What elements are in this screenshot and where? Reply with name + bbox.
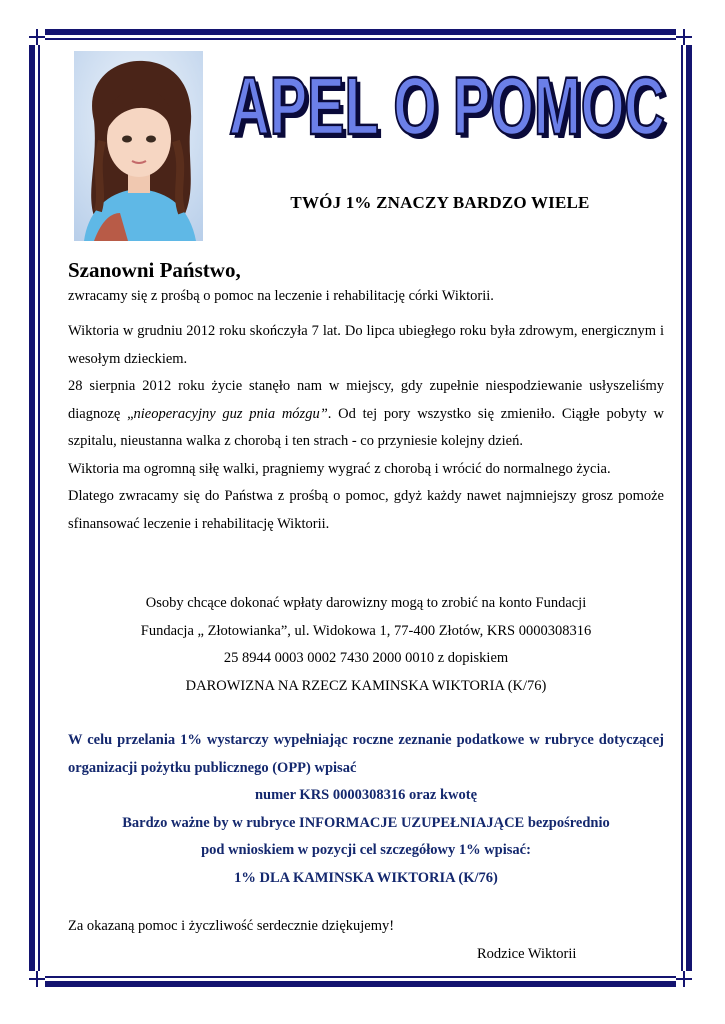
one-percent-purpose: 1% DLA KAMINSKA WIKTORIA (K/76) — [234, 869, 498, 886]
tax-one-percent-info — [68, 727, 664, 892]
foundation-address: Fundacja „ Złotowianka”, ul. Widokowa 1, 77-400 Złotów, KRS 0000308316 — [140, 622, 592, 639]
donation-line: Osoby chcące dokonać wpłaty darowizny mogą to zrobić na konto Fundacji — [145, 595, 587, 611]
diagnosis-quote: nieoperacyjny guz pnia mózgu” — [133, 405, 328, 422]
donation-info — [68, 590, 664, 700]
greeting-line: zwracamy się z prośbą o pomoc na leczenie i rehabilitację córki Wiktorii. — [68, 288, 494, 304]
letter-body — [68, 318, 664, 538]
svg-text:APEL O POMOC: APEL O POMOC — [233, 65, 669, 148]
paragraph-fight: Wiktoria ma ogromną siłę walki, pragniemy wygrać z chorobą i wrócić do normalnego życia. — [68, 460, 611, 477]
frame-corner-ornament — [29, 29, 45, 45]
appeal-title-text: APEL O POMOC — [229, 61, 665, 148]
bank-account: 25 8944 0003 0002 7430 2000 0010 z dopiskiem — [223, 650, 509, 666]
paragraph-age: Wiktoria w grudniu 2012 roku skończyła 7 lat. Do lipca ubiegłego roku była zdrowym, energicznym i wesołym dzieckiem. — [68, 323, 664, 367]
paragraph-request: Dlatego zwracamy się do Państwa z prośbą o pomoc, gdyż każdy nawet najmniejszy grosz pomoże sfinansować leczenie i rehabilitację Wiktorii. — [68, 488, 664, 532]
important-line: Bardzo ważne by w rubryce INFORMACJE UZUPEŁNIAJĄCE bezpośrednio — [122, 814, 610, 831]
subtitle: TWÓJ 1% ZNACZY BARDZO WIELE — [290, 193, 590, 212]
frame-corner-ornament — [29, 971, 45, 987]
girl-portrait-photo — [74, 51, 203, 241]
frame-corner-ornament — [676, 29, 692, 45]
transfer-title: DAROWIZNA NA RZECZ KAMINSKA WIKTORIA (K/76) — [185, 677, 547, 694]
thanks-line: Za okazaną pomoc i życzliwość serdecznie dziękujemy! — [68, 918, 395, 934]
tax-paragraph: W celu przelania 1% wystarczy wypełniając roczne zeznanie podatkowe w rubryce dotyczącej organizacji pożytku publicznego (OPP) wpisać — [68, 732, 664, 776]
krs-line: numer KRS 0000308316 oraz kwotę — [254, 787, 478, 803]
instruction-line: pod wnioskiem w pozycji cel szczegółowy 1% wpisać: — [201, 842, 531, 858]
signature: Rodzice Wiktorii — [477, 946, 577, 962]
appeal-title — [218, 52, 676, 148]
paragraph-diagnosis: 28 sierpnia 2012 roku życie stanęło nam w miejscy, gdy zupełnie niespodziewanie usłyszeliśmy diagnozę „nieoperacyjny guz pnia mózgu”. Od tej pory wszystko się zmieniło. Ciągłe pobyty w szpitalu, nieustanna walka z chorobą i ten strach - co przyniesie kolejny dzień. — [68, 378, 664, 449]
greeting: Szanowni Państwo, — [68, 258, 241, 282]
frame-corner-ornament — [676, 971, 692, 987]
